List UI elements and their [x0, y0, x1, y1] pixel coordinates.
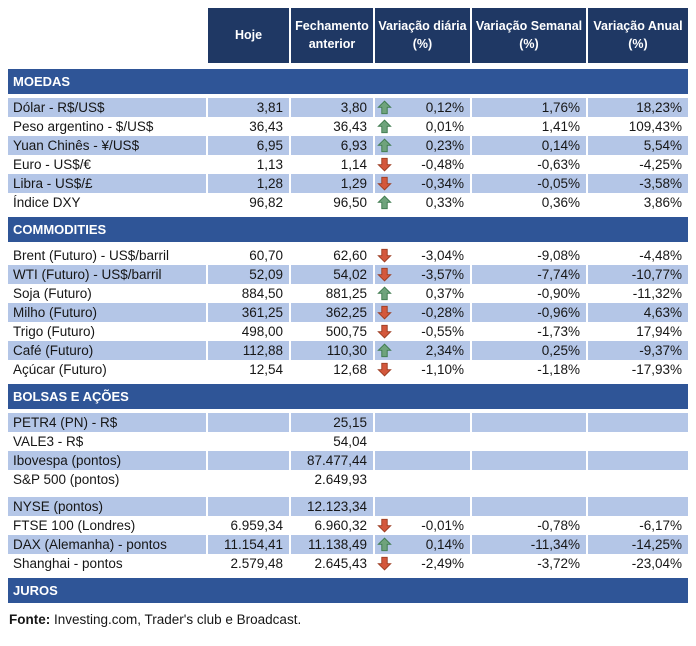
section-header-bolsas-e-a-es: BOLSAS E AÇÕES: [8, 384, 688, 409]
cell-hoje: 60,70: [249, 248, 283, 263]
cell-hoje: 96,82: [249, 195, 283, 210]
down-arrow-icon: [377, 157, 393, 172]
table-row: [8, 432, 688, 451]
cell-fechamento-anterior: 11.138,49: [291, 535, 373, 554]
cell-hoje: 6.959,34: [230, 518, 283, 533]
row-label: NYSE (pontos): [8, 497, 206, 516]
table-row: [8, 497, 688, 516]
variacao-diaria-value: 0,33%: [425, 195, 464, 210]
up-arrow-icon: [377, 195, 393, 210]
down-arrow-icon: [377, 248, 393, 263]
cell-variacao-semanal: -0,78%: [537, 518, 580, 533]
cell-variacao-semanal: -1,73%: [537, 324, 580, 339]
cell-variacao-diaria: [375, 246, 470, 265]
cell-hoje: 6,95: [208, 136, 289, 155]
cell-hoje: 884,50: [241, 286, 283, 301]
cell-variacao-diaria: [375, 193, 470, 212]
cell-fechamento-anterior: 500,75: [325, 324, 367, 339]
cell-variacao-diaria: [375, 174, 470, 193]
table-row: [8, 303, 688, 322]
variacao-diaria-value: -3,57%: [421, 267, 464, 282]
col-header-variacao-anual: Variação Anual (%): [588, 8, 688, 63]
section-bolsas-e-a-es: [8, 384, 688, 573]
cell-variacao-semanal: [472, 470, 586, 489]
cell-variacao-semanal: 1,76%: [472, 98, 586, 117]
cell-hoje: 498,00: [241, 324, 283, 339]
source-note: [8, 612, 688, 627]
cell-fechamento-anterior: 2.645,43: [314, 556, 367, 571]
cell-variacao-anual: 5,54%: [588, 136, 688, 155]
table-row: [8, 341, 688, 360]
cell-variacao-anual: -4,25%: [639, 157, 682, 172]
row-label: Soja (Futuro): [13, 286, 92, 301]
variacao-diaria-value: 0,01%: [425, 119, 464, 134]
cell-variacao-semanal: [472, 497, 586, 516]
cell-variacao-diaria: [375, 341, 470, 360]
row-label: PETR4 (PN) - R$: [8, 413, 206, 432]
table-row: [8, 413, 688, 432]
row-label: Café (Futuro): [8, 341, 206, 360]
section-header-moedas: MOEDAS: [8, 69, 688, 94]
table-row: [8, 516, 688, 535]
up-arrow-icon: [377, 343, 393, 358]
cell-hoje: 1,28: [208, 174, 289, 193]
col-header-variacao-semanal: Variação Semanal (%): [472, 8, 586, 63]
cell-variacao-semanal: -0,05%: [472, 174, 586, 193]
cell-fechamento-anterior: 62,60: [333, 248, 367, 263]
section-moedas: [8, 69, 688, 212]
cell-variacao-anual: [588, 497, 688, 516]
cell-variacao-anual: -9,37%: [588, 341, 688, 360]
cell-variacao-anual: 18,23%: [588, 98, 688, 117]
row-label: Euro - US$/€: [13, 157, 92, 172]
cell-variacao-anual: [588, 470, 688, 489]
cell-variacao-diaria: [375, 497, 470, 516]
row-label: Shanghai - pontos: [13, 556, 123, 571]
cell-hoje: [208, 470, 289, 489]
row-label: DAX (Alemanha) - pontos: [8, 535, 206, 554]
table-row: [8, 451, 688, 470]
cell-fechamento-anterior: 54,02: [291, 265, 373, 284]
cell-fechamento-anterior: 1,29: [291, 174, 373, 193]
cell-variacao-anual: -3,58%: [588, 174, 688, 193]
cell-fechamento-anterior: 881,25: [325, 286, 367, 301]
cell-variacao-semanal: [472, 432, 586, 451]
cell-fechamento-anterior: 36,43: [333, 119, 367, 134]
source-note-label: Fonte:: [9, 612, 51, 627]
variacao-diaria-value: -0,55%: [421, 324, 464, 339]
table-row: [8, 284, 688, 303]
variacao-diaria-value: -2,49%: [421, 556, 464, 571]
variacao-diaria-value: -3,04%: [421, 248, 464, 263]
variacao-diaria-value: -0,48%: [421, 157, 464, 172]
cell-fechamento-anterior: 12,68: [333, 362, 367, 377]
cell-fechamento-anterior: 2.649,93: [314, 472, 367, 487]
cell-variacao-diaria: [375, 322, 470, 341]
cell-variacao-semanal: 0,14%: [472, 136, 586, 155]
cell-fechamento-anterior: 54,04: [333, 434, 367, 449]
table-row: [8, 174, 688, 193]
cell-variacao-anual: [588, 432, 688, 451]
cell-variacao-diaria: [375, 554, 470, 573]
table-row: [8, 136, 688, 155]
table-row: [8, 117, 688, 136]
cell-variacao-semanal: -0,90%: [537, 286, 580, 301]
up-arrow-icon: [377, 138, 393, 153]
cell-variacao-diaria: [375, 303, 470, 322]
cell-variacao-semanal: -0,63%: [537, 157, 580, 172]
cell-variacao-anual: -11,32%: [632, 286, 682, 301]
cell-hoje: 112,88: [208, 341, 289, 360]
cell-variacao-anual: 4,63%: [588, 303, 688, 322]
col-header-hoje: Hoje: [208, 8, 289, 63]
cell-variacao-semanal: [472, 413, 586, 432]
cell-variacao-semanal: 1,41%: [541, 119, 580, 134]
col-header-fechamento-anterior: Fechamento anterior: [291, 8, 373, 63]
cell-variacao-semanal: 0,25%: [472, 341, 586, 360]
cell-variacao-semanal: [472, 451, 586, 470]
row-label: Índice DXY: [13, 195, 81, 210]
cell-variacao-anual: -4,48%: [639, 248, 682, 263]
section-header-juros: JUROS: [8, 578, 688, 603]
down-arrow-icon: [377, 305, 393, 320]
row-label: S&P 500 (pontos): [13, 472, 120, 487]
cell-hoje: 52,09: [208, 265, 289, 284]
row-label: Brent (Futuro) - US$/barril: [13, 248, 170, 263]
cell-variacao-anual: -6,17%: [639, 518, 682, 533]
cell-variacao-semanal: -9,08%: [537, 248, 580, 263]
cell-variacao-semanal: -3,72%: [537, 556, 580, 571]
row-label: Trigo (Futuro): [13, 324, 96, 339]
cell-hoje: [208, 497, 289, 516]
cell-variacao-anual: -23,04%: [631, 556, 682, 571]
up-arrow-icon: [377, 286, 393, 301]
cell-fechamento-anterior: 110,30: [291, 341, 373, 360]
cell-hoje: [208, 432, 289, 451]
table-row: [8, 193, 688, 212]
cell-variacao-diaria: [375, 98, 470, 117]
cell-variacao-anual: 17,94%: [636, 324, 682, 339]
cell-fechamento-anterior: 6,93: [291, 136, 373, 155]
section-header-commodities: COMMODITIES: [8, 217, 688, 242]
row-label: WTI (Futuro) - US$/barril: [8, 265, 206, 284]
row-label: Dólar - R$/US$: [8, 98, 206, 117]
variacao-diaria-value: 0,12%: [425, 100, 464, 115]
row-label: FTSE 100 (Londres): [13, 518, 136, 533]
cell-variacao-semanal: -11,34%: [472, 535, 586, 554]
table-header: [8, 8, 688, 63]
cell-fechamento-anterior: 3,80: [291, 98, 373, 117]
up-arrow-icon: [377, 537, 393, 552]
cell-variacao-anual: -10,77%: [588, 265, 688, 284]
down-arrow-icon: [377, 324, 393, 339]
variacao-diaria-value: -1,10%: [421, 362, 464, 377]
cell-variacao-semanal: 0,36%: [541, 195, 580, 210]
down-arrow-icon: [377, 362, 393, 377]
table-row: [8, 246, 688, 265]
row-label: Milho (Futuro): [8, 303, 206, 322]
cell-hoje: 2.579,48: [230, 556, 283, 571]
table-row: [8, 470, 688, 489]
cell-variacao-diaria: [375, 470, 470, 489]
variacao-diaria-value: 0,23%: [425, 138, 464, 153]
cell-variacao-anual: -14,25%: [588, 535, 688, 554]
cell-variacao-diaria: [375, 516, 470, 535]
table-row: [8, 535, 688, 554]
cell-fechamento-anterior: 25,15: [291, 413, 373, 432]
cell-variacao-diaria: [375, 284, 470, 303]
cell-variacao-semanal: -0,96%: [472, 303, 586, 322]
cell-variacao-anual: [588, 413, 688, 432]
down-arrow-icon: [377, 518, 393, 533]
source-note-text: Investing.com, Trader's club e Broadcast.: [50, 612, 302, 627]
cell-variacao-diaria: [375, 117, 470, 136]
up-arrow-icon: [377, 100, 393, 115]
cell-hoje: 36,43: [249, 119, 283, 134]
row-label: Yuan Chinês - ¥/US$: [8, 136, 206, 155]
table-row: [8, 554, 688, 573]
table-row: [8, 322, 688, 341]
cell-fechamento-anterior: 1,14: [340, 157, 367, 172]
variacao-diaria-value: -0,34%: [421, 176, 464, 191]
cell-hoje: 12,54: [249, 362, 283, 377]
cell-variacao-anual: -17,93%: [631, 362, 682, 377]
variacao-diaria-value: -0,28%: [421, 305, 464, 320]
down-arrow-icon: [377, 267, 393, 282]
section-commodities: [8, 217, 688, 379]
cell-variacao-diaria: [375, 265, 470, 284]
cell-variacao-diaria: [375, 360, 470, 379]
variacao-diaria-value: 2,34%: [425, 343, 464, 358]
row-label: Açúcar (Futuro): [13, 362, 107, 377]
row-label: Peso argentino - $/US$: [13, 119, 154, 134]
cell-hoje: 1,13: [256, 157, 283, 172]
down-arrow-icon: [377, 176, 393, 191]
row-label: Libra - US$/£: [8, 174, 206, 193]
cell-fechamento-anterior: 12.123,34: [291, 497, 373, 516]
cell-hoje: 11.154,41: [208, 535, 289, 554]
down-arrow-icon: [377, 556, 393, 571]
cell-variacao-anual: 109,43%: [628, 119, 682, 134]
table-body: [8, 69, 688, 603]
cell-variacao-diaria: [375, 432, 470, 451]
table-row: [8, 98, 688, 117]
row-label: Ibovespa (pontos): [8, 451, 206, 470]
cell-hoje: 3,81: [208, 98, 289, 117]
cell-variacao-anual: [588, 451, 688, 470]
up-arrow-icon: [377, 119, 393, 134]
row-label: VALE3 - R$: [13, 434, 84, 449]
variacao-diaria-value: 0,37%: [425, 286, 464, 301]
cell-hoje: [208, 413, 289, 432]
table-row: [8, 265, 688, 284]
variacao-diaria-value: 0,14%: [425, 537, 464, 552]
col-header-variacao-diaria: Variação diária (%): [375, 8, 470, 63]
cell-variacao-semanal: -1,18%: [537, 362, 580, 377]
cell-variacao-anual: 3,86%: [643, 195, 682, 210]
corner-cell: [8, 8, 206, 63]
cell-variacao-diaria: [375, 535, 470, 554]
cell-variacao-diaria: [375, 451, 470, 470]
cell-variacao-diaria: [375, 155, 470, 174]
cell-variacao-semanal: -7,74%: [472, 265, 586, 284]
cell-hoje: 361,25: [208, 303, 289, 322]
cell-variacao-diaria: [375, 136, 470, 155]
variacao-diaria-value: -0,01%: [421, 518, 464, 533]
cell-variacao-diaria: [375, 413, 470, 432]
table-row: [8, 360, 688, 379]
cell-fechamento-anterior: 6.960,32: [314, 518, 367, 533]
cell-fechamento-anterior: 362,25: [291, 303, 373, 322]
table-row: [8, 155, 688, 174]
section-juros: [8, 578, 688, 603]
cell-fechamento-anterior: 96,50: [333, 195, 367, 210]
cell-fechamento-anterior: 87.477,44: [291, 451, 373, 470]
cell-hoje: [208, 451, 289, 470]
